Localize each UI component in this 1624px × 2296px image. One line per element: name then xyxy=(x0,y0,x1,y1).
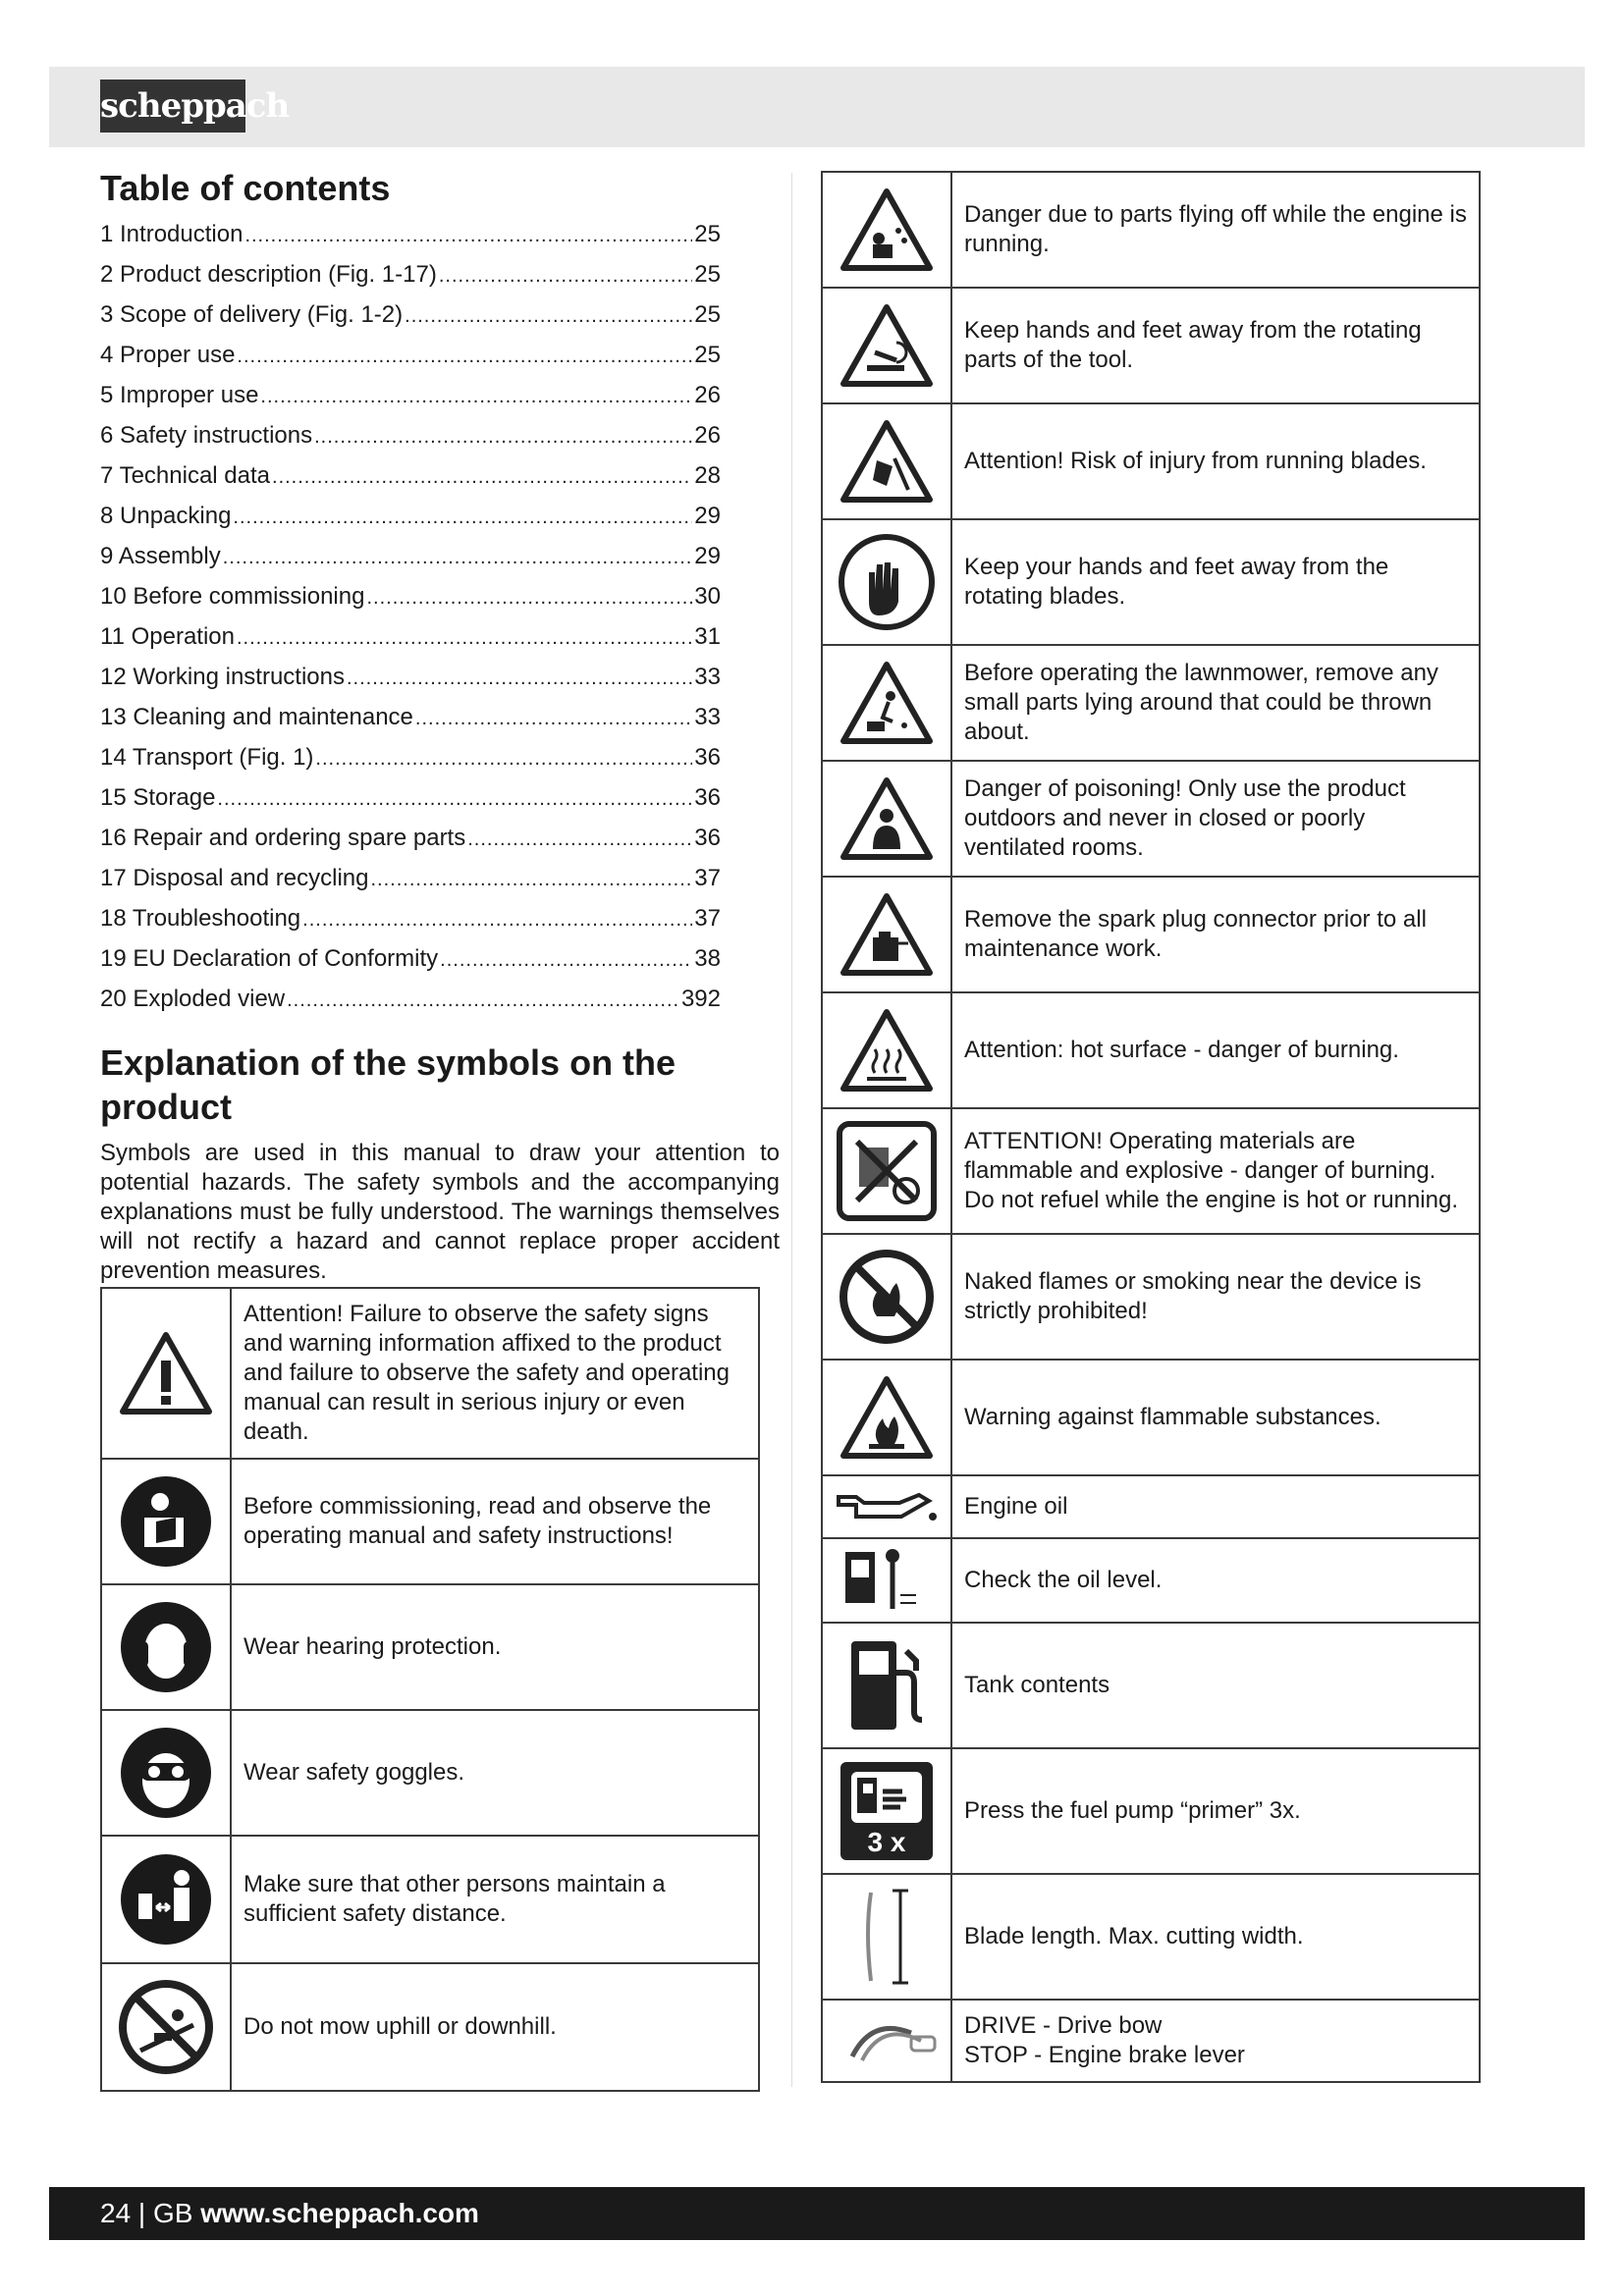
toc-item-title: 9 Assembly xyxy=(100,543,221,569)
symbol-row xyxy=(822,992,1480,1108)
symbol-description xyxy=(951,1475,1480,1538)
symbol-description-text: Blade length. Max. cutting width. xyxy=(964,1923,1304,1949)
toc-leader-dots xyxy=(302,898,692,938)
toc-title: Table of contents xyxy=(100,168,391,208)
toc-item-page: 36 xyxy=(694,825,721,851)
symbol-row xyxy=(822,288,1480,403)
symbol-description-text: Keep hands and feet away from the rotating parts of the tool. xyxy=(964,317,1422,373)
symbol-description xyxy=(231,1459,759,1584)
toc-item-title: 12 Working instructions xyxy=(100,664,345,690)
toc-item[interactable] xyxy=(100,737,721,777)
toc-leader-dots xyxy=(237,616,692,657)
toc-item-page: 33 xyxy=(694,704,721,730)
symbol-description-text: Danger due to parts flying off while the engine is running. xyxy=(964,201,1467,257)
toc-item[interactable] xyxy=(100,496,721,536)
flying-parts-warning-icon xyxy=(822,172,951,288)
toc-leader-dots xyxy=(272,455,692,496)
column-divider xyxy=(791,173,792,2087)
symbol-description xyxy=(951,172,1480,288)
symbol-description-text: ATTENTION! Operating materials are flammable and explosive - danger of burning. Do not refuel while the engine is hot or running. xyxy=(964,1128,1458,1213)
toc-item-page: 33 xyxy=(694,664,721,690)
symbol-description xyxy=(951,403,1480,519)
drive-bow-icon xyxy=(822,2000,951,2082)
toc-item-title: 6 Safety instructions xyxy=(100,422,313,449)
toc-item[interactable] xyxy=(100,335,721,375)
safety-distance-icon xyxy=(101,1836,231,1963)
spark-plug-warning-icon xyxy=(822,877,951,992)
symbol-row xyxy=(822,1623,1480,1748)
symbol-row xyxy=(101,1584,759,1710)
toc-item-title: 20 Exploded view xyxy=(100,986,286,1012)
toc-item-page: 30 xyxy=(694,583,721,610)
toc-item[interactable] xyxy=(100,294,721,335)
symbol-description xyxy=(951,1108,1480,1234)
symbol-description-text: Engine oil xyxy=(964,1493,1068,1520)
toc-leader-dots xyxy=(315,737,692,777)
symbol-description-text-2: STOP - Engine brake lever xyxy=(964,2042,1245,2068)
hot-surface-warning-icon xyxy=(822,992,951,1108)
hand-blade-icon xyxy=(822,519,951,645)
symbol-description-text: Remove the spark plug connector prior to all maintenance work. xyxy=(964,906,1427,962)
symbol-description xyxy=(951,1623,1480,1748)
right-symbols-table xyxy=(821,171,1481,2083)
symbol-description-text: Attention: hot surface - danger of burning. xyxy=(964,1037,1399,1063)
symbol-description xyxy=(951,992,1480,1108)
symbol-description-text: DRIVE - Drive bow xyxy=(964,2012,1163,2039)
toc-item-page: 31 xyxy=(694,623,721,650)
toc-item-title: 1 Introduction xyxy=(100,221,244,247)
symbol-description-text: Keep your hands and feet away from the rotating blades. xyxy=(964,554,1389,610)
symbol-description xyxy=(951,519,1480,645)
symbol-row xyxy=(822,761,1480,877)
symbol-row xyxy=(822,645,1480,761)
symbol-description xyxy=(231,1288,759,1459)
toc-leader-dots xyxy=(217,777,692,818)
toc-item-page: 37 xyxy=(694,865,721,891)
symbol-row xyxy=(822,2000,1480,2082)
toc-item[interactable] xyxy=(100,254,721,294)
flammable-warning-icon xyxy=(822,1360,951,1475)
toc-item[interactable] xyxy=(100,777,721,818)
symbol-description-text: Danger of poisoning! Only use the product outdoors and never in closed or poorly ventilated rooms. xyxy=(964,775,1406,861)
toc-item-title: 19 EU Declaration of Conformity xyxy=(100,945,439,972)
hearing-protection-icon xyxy=(101,1584,231,1710)
toc-leader-dots xyxy=(244,214,692,254)
symbol-description xyxy=(951,1538,1480,1623)
primer-icon xyxy=(822,1748,951,1874)
toc-leader-dots xyxy=(233,496,692,536)
toc-item-title: 13 Cleaning and maintenance xyxy=(100,704,413,730)
running-blades-warning-icon xyxy=(822,403,951,519)
toc-item-page: 26 xyxy=(694,422,721,449)
no-refuel-icon xyxy=(822,1108,951,1234)
engine-oil-icon xyxy=(822,1475,951,1538)
toc-item[interactable] xyxy=(100,818,721,858)
brand-logo: scheppach xyxy=(100,80,245,133)
symbol-row xyxy=(822,172,1480,288)
symbol-description xyxy=(951,288,1480,403)
symbol-description xyxy=(231,1710,759,1836)
symbol-description xyxy=(951,2000,1480,2082)
toc-item-title: 4 Proper use xyxy=(100,342,236,368)
toc-item-title: 2 Product description (Fig. 1-17) xyxy=(100,261,437,288)
toc-item-page: 25 xyxy=(694,301,721,328)
oil-level-icon xyxy=(822,1538,951,1623)
toc-leader-dots xyxy=(370,858,692,898)
footer-band xyxy=(49,2187,1585,2240)
toc-item-page: 25 xyxy=(694,342,721,368)
toc-item-title: 15 Storage xyxy=(100,784,216,811)
toc-item[interactable] xyxy=(100,697,721,737)
symbol-row xyxy=(822,1475,1480,1538)
toc-item-page: 36 xyxy=(694,744,721,771)
symbol-description-text: Check the oil level. xyxy=(964,1567,1163,1593)
toc-item[interactable] xyxy=(100,536,721,576)
safety-goggles-icon xyxy=(101,1710,231,1836)
toc-item-title: 5 Improper use xyxy=(100,382,259,408)
symbol-description xyxy=(951,1360,1480,1475)
toc-item[interactable] xyxy=(100,979,721,1019)
symbol-row xyxy=(101,1710,759,1836)
no-open-flame-icon xyxy=(822,1234,951,1360)
toc-leader-dots xyxy=(366,576,692,616)
symbol-row xyxy=(822,1874,1480,2000)
toc-item-page: 25 xyxy=(694,221,721,247)
symbol-description-text: Do not mow uphill or downhill. xyxy=(244,2013,557,2040)
symbol-row xyxy=(822,877,1480,992)
toc-item-page: 36 xyxy=(694,784,721,811)
toc-item-page: 26 xyxy=(694,382,721,408)
toc-item-title: 16 Repair and ordering spare parts xyxy=(100,825,466,851)
symbol-description-text: Attention! Failure to observe the safety signs and warning information affixed to the product and failure to observe the safety and operating manual can result in serious injury or even death. xyxy=(244,1301,730,1445)
symbol-description-text: Attention! Risk of injury from running blades. xyxy=(964,448,1427,474)
symbol-description xyxy=(231,1836,759,1963)
toc-item-page: 29 xyxy=(694,503,721,529)
symbol-description xyxy=(951,877,1480,992)
primer-icon-box xyxy=(840,1762,933,1860)
toc-leader-dots xyxy=(223,536,693,576)
toc-leader-dots xyxy=(287,979,679,1019)
page-number: 24 | GB xyxy=(100,2198,193,2228)
symbols-title: Explanation of the symbols on the product xyxy=(100,1042,677,1127)
toc-leader-dots xyxy=(467,818,692,858)
symbol-row xyxy=(822,1360,1480,1475)
toc-item[interactable] xyxy=(100,455,721,496)
symbol-description-text: Wear hearing protection. xyxy=(244,1633,502,1660)
toc-leader-dots xyxy=(405,294,692,335)
toc-leader-dots xyxy=(314,415,692,455)
toc-item-title: 18 Troubleshooting xyxy=(100,905,301,932)
toc-leader-dots xyxy=(440,938,692,979)
symbol-row xyxy=(101,1963,759,2091)
thrown-objects-warning-icon xyxy=(822,645,951,761)
toc-item[interactable] xyxy=(100,616,721,657)
fuel-pump-icon xyxy=(822,1623,951,1748)
toc-item-page: 25 xyxy=(694,261,721,288)
toc-item[interactable] xyxy=(100,415,721,455)
symbol-description xyxy=(951,1874,1480,2000)
symbol-row xyxy=(822,1748,1480,1874)
symbol-row xyxy=(822,519,1480,645)
symbols-intro: Symbols are used in this manual to draw your attention to potential hazards. The safety symbols and the accompanying explanations must be fully understood. The warnings themselves will not rectify a hazard and cannot replace proper accident prevention measures. xyxy=(100,1140,780,1284)
symbol-description xyxy=(951,1234,1480,1360)
toc-leader-dots xyxy=(260,375,692,415)
read-manual-icon xyxy=(101,1459,231,1584)
left-symbols-table xyxy=(100,1287,760,2092)
toc-leader-dots xyxy=(439,254,692,294)
symbol-description-text: Before commissioning, read and observe the operating manual and safety instructions! xyxy=(244,1493,712,1549)
toc-item[interactable] xyxy=(100,898,721,938)
symbol-description xyxy=(231,1584,759,1710)
toc-item-title: 3 Scope of delivery (Fig. 1-2) xyxy=(100,301,404,328)
no-slope-mowing-icon xyxy=(101,1963,231,2091)
symbol-description-text: Warning against flammable substances. xyxy=(964,1404,1381,1430)
symbol-description-text: Naked flames or smoking near the device is strictly prohibited! xyxy=(964,1268,1422,1324)
toc-list xyxy=(100,214,780,1019)
toc-item-title: 17 Disposal and recycling xyxy=(100,865,369,891)
symbol-description-text: Before operating the lawnmower, remove any small parts lying around that could be thrown about. xyxy=(964,660,1438,745)
left-column xyxy=(100,167,780,1286)
symbol-row xyxy=(101,1288,759,1459)
symbol-description xyxy=(951,1748,1480,1874)
toc-item[interactable] xyxy=(100,858,721,898)
toc-item-title: 7 Technical data xyxy=(100,462,271,489)
toc-item-title: 10 Before commissioning xyxy=(100,583,365,610)
toc-item-page: 37 xyxy=(694,905,721,932)
toc-item-title: 14 Transport (Fig. 1) xyxy=(100,744,314,771)
toc-item[interactable] xyxy=(100,576,721,616)
website-link[interactable]: www.scheppach.com xyxy=(200,2198,479,2228)
footer-text xyxy=(100,2187,479,2240)
warning-exclamation-icon xyxy=(101,1288,231,1459)
symbol-description-text: Make sure that other persons maintain a sufficient safety distance. xyxy=(244,1871,666,1927)
toc-item-page: 28 xyxy=(694,462,721,489)
toc-leader-dots xyxy=(237,335,692,375)
symbol-row xyxy=(101,1836,759,1963)
symbol-description-text: Wear safety goggles. xyxy=(244,1759,465,1786)
toc-item-page: 38 xyxy=(694,945,721,972)
symbol-description xyxy=(951,761,1480,877)
toc-item-page: 29 xyxy=(694,543,721,569)
symbol-description-text: Tank contents xyxy=(964,1672,1110,1698)
symbol-row xyxy=(822,403,1480,519)
symbol-row xyxy=(822,1538,1480,1623)
symbol-row xyxy=(822,1234,1480,1360)
toc-item[interactable] xyxy=(100,657,721,697)
toc-leader-dots xyxy=(347,657,692,697)
toc-item[interactable] xyxy=(100,375,721,415)
rotating-parts-warning-icon xyxy=(822,288,951,403)
toc-item[interactable] xyxy=(100,214,721,254)
symbol-row xyxy=(822,1108,1480,1234)
symbol-description-text: Press the fuel pump “primer” 3x. xyxy=(964,1797,1301,1824)
toc-item-title: 8 Unpacking xyxy=(100,503,232,529)
symbol-description xyxy=(951,645,1480,761)
primer-count-label: 3 x xyxy=(867,1827,906,1857)
toc-item[interactable] xyxy=(100,938,721,979)
blade-length-icon xyxy=(822,1874,951,2000)
symbol-description xyxy=(231,1963,759,2091)
symbol-row xyxy=(101,1459,759,1584)
poisoning-warning-icon xyxy=(822,761,951,877)
toc-item-title: 11 Operation xyxy=(100,623,235,650)
toc-leader-dots xyxy=(415,697,692,737)
toc-item-page: 392 xyxy=(680,986,721,1012)
